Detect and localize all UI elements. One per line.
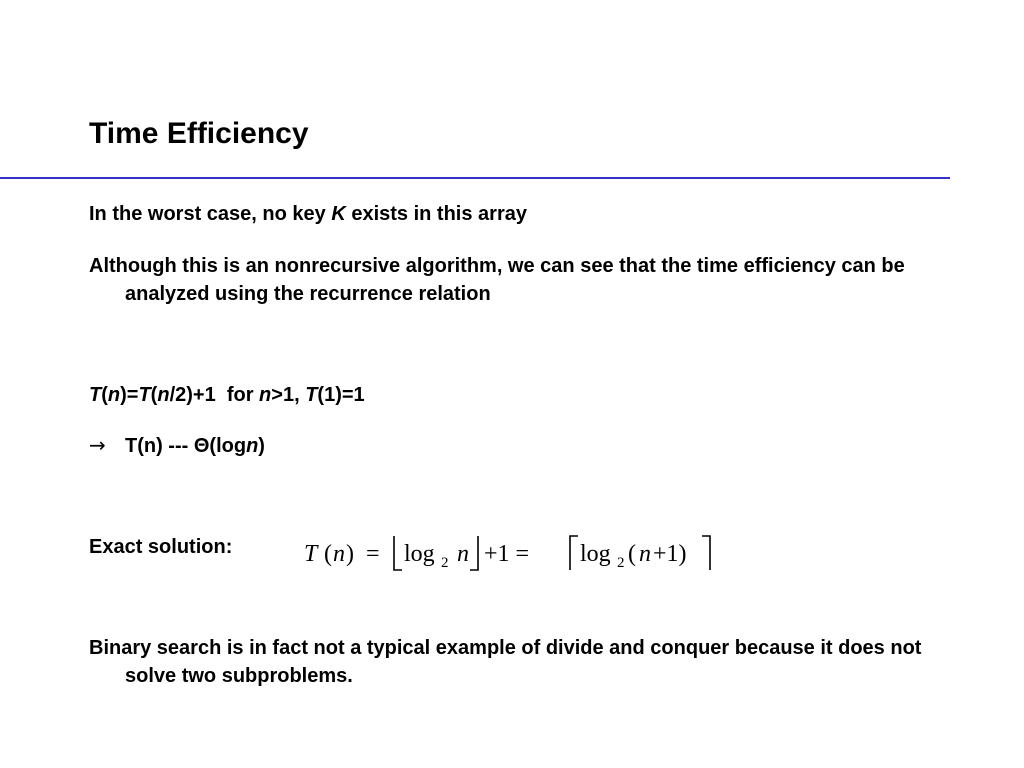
formula-log2: log bbox=[580, 541, 611, 567]
floor-right-bracket bbox=[470, 536, 478, 570]
floor-left-bracket bbox=[394, 536, 402, 570]
recurrence-relation bbox=[89, 381, 939, 409]
formula-base1: 2 bbox=[441, 555, 449, 571]
formula-log1: log bbox=[404, 541, 435, 567]
conclusion-text: Binary search is in fact not a typical example of divide and conquer because it does not solve two subproblems. bbox=[89, 637, 922, 687]
formula-n3: n bbox=[639, 541, 651, 567]
rec-n1: n bbox=[107, 384, 121, 406]
rec-t1: T bbox=[89, 384, 102, 406]
right-arrow-icon: → bbox=[89, 433, 106, 457]
result-var: n bbox=[246, 435, 259, 457]
ceil-left-bracket bbox=[570, 536, 578, 570]
formula-close-eq: ) = bbox=[346, 541, 380, 567]
key-variable: K bbox=[331, 203, 346, 225]
worst-case-pre: In the worst case, no key bbox=[89, 203, 332, 225]
formula-n2: n bbox=[457, 541, 469, 567]
formula-n1: n bbox=[333, 541, 345, 567]
rec-n3: n bbox=[259, 384, 272, 406]
result-post: ) bbox=[258, 435, 265, 457]
formula-open1: ( bbox=[324, 541, 332, 567]
rec-p6: (1)=1 bbox=[317, 384, 365, 406]
worst-case-post: exists in this array bbox=[345, 203, 527, 225]
rec-t3: T bbox=[305, 384, 318, 406]
rec-p5: >1, bbox=[271, 384, 306, 406]
nonrecursive-note: Although this is an nonrecursive algorithm, we can see that the time efficiency can be analyzed using the recurrence relation bbox=[89, 255, 905, 305]
rec-t2: T bbox=[138, 384, 151, 406]
worst-case-text bbox=[89, 200, 939, 228]
formula-T: T bbox=[304, 541, 318, 567]
formula-base2: 2 bbox=[617, 555, 625, 571]
rec-p1: ( bbox=[101, 384, 108, 406]
exact-solution-label: Exact solution: bbox=[89, 536, 233, 558]
rec-p3: ( bbox=[150, 384, 158, 406]
slide-title: Time Efficiency bbox=[89, 117, 309, 150]
result-pre: T(n) --- Θ(log bbox=[125, 435, 247, 457]
title-divider bbox=[0, 177, 950, 179]
formula-plus-one-close: +1) bbox=[653, 541, 687, 567]
complexity-result bbox=[89, 431, 265, 460]
exact-solution-formula bbox=[300, 530, 720, 578]
ceil-right-bracket bbox=[702, 536, 710, 570]
formula-plus-one-eq: +1 = bbox=[484, 541, 530, 567]
rec-n2: n bbox=[157, 384, 170, 406]
rec-p2: )= bbox=[120, 384, 139, 406]
formula-open2: ( bbox=[628, 541, 636, 567]
rec-p4: /2)+1 for bbox=[169, 384, 260, 406]
